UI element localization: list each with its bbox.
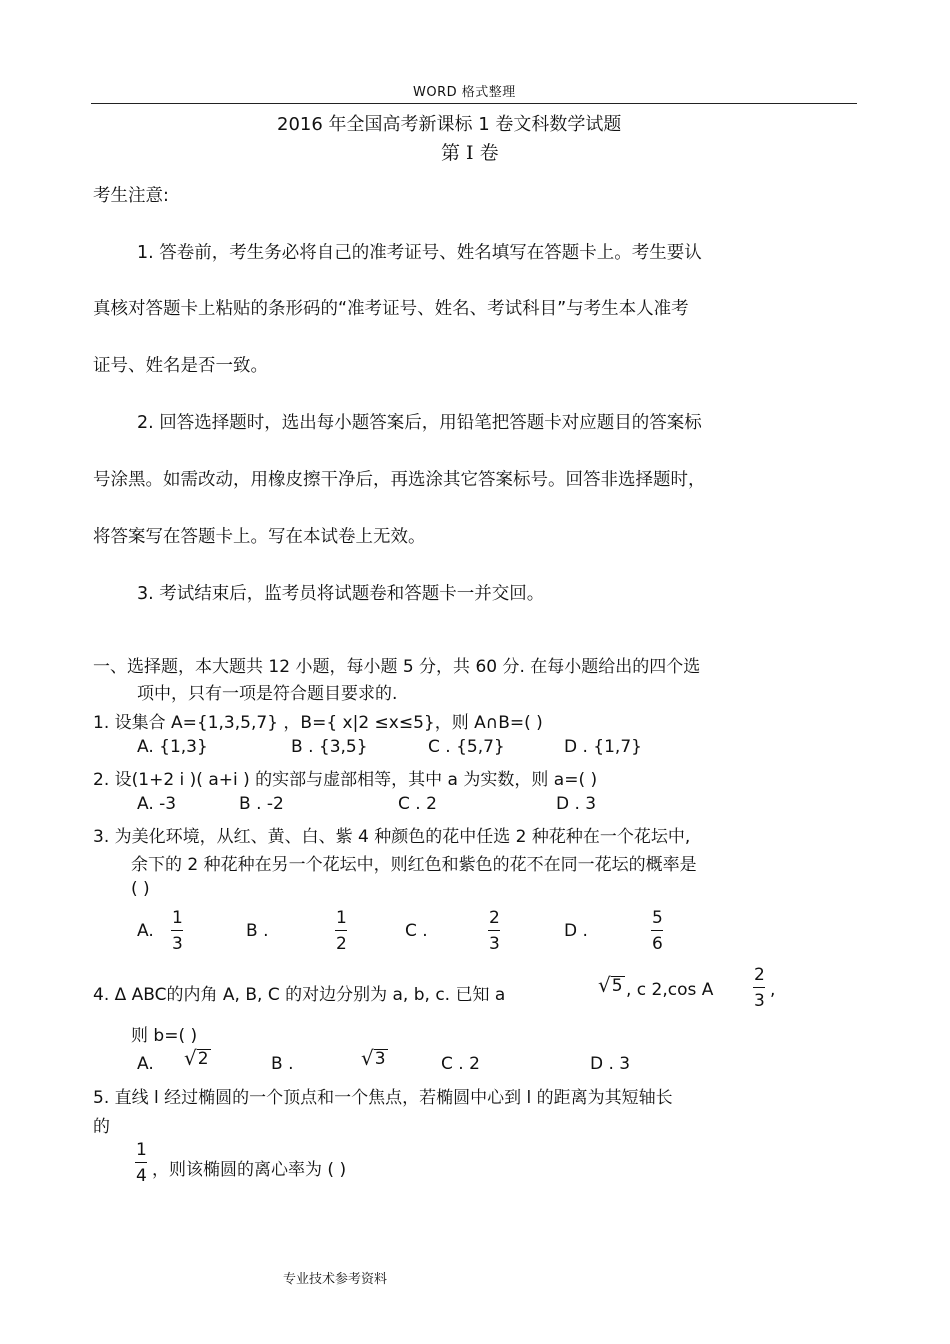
fraction-numerator: 2 [489, 908, 500, 928]
q2-option-b: B . -2 [239, 794, 284, 814]
page-footer: 专业技术参考资料 [283, 1272, 388, 1287]
fraction-denominator: 2 [336, 934, 347, 954]
header-rule [91, 103, 857, 104]
question-4-stem-mid: , c 2,cos A [626, 980, 714, 1000]
question-5-stem-cont: 的 [93, 1117, 110, 1137]
q1-option-c: C . {5,7} [428, 737, 505, 757]
page-header: WORD 格式整理 [413, 85, 516, 100]
q1-option-a: A. {1,3} [137, 737, 208, 757]
q2-option-a: A. -3 [137, 794, 177, 814]
q4-option-a-sqrt [184, 1048, 211, 1068]
notice-line: 号涂黑。如需改动，用橡皮擦干净后，再选涂其它答案标号。回答非选择题时， [93, 470, 706, 490]
q3-option-c-letter: C . [405, 921, 428, 941]
exam-title: 2016 年全国高考新课标 1 卷文科数学试题 [277, 114, 622, 135]
q2-option-d: D . 3 [556, 794, 597, 814]
question-1-stem: 1. 设集合 A={1,3,5,7} ，B={ x|2 ≤x≤5}，则 A∩B=( ) [93, 713, 543, 733]
question-5-stem: 5. 直线 l 经过椭圆的一个顶点和一个焦点，若椭圆中心到 l 的距离为其短轴长 [93, 1088, 673, 1108]
question-4-ask: 则 b=( ) [131, 1026, 198, 1046]
q4-option-c: C . 2 [441, 1054, 480, 1074]
q1-option-b: B . {3,5} [291, 737, 368, 757]
notice-line: 1. 答卷前，考生务必将自己的准考证号、姓名填写在答题卡上。考生要认 [137, 243, 702, 263]
fraction-denominator: 3 [172, 934, 183, 954]
radicand: 3 [374, 1049, 386, 1069]
notice-line: 将答案写在答题卡上。写在本试卷上无效。 [93, 527, 426, 547]
q3-option-b-fraction [334, 910, 349, 953]
q5-fraction [134, 1142, 149, 1185]
q3-option-d-fraction [650, 910, 665, 953]
question-4-stem: 4. Δ ABC的内角 A, B, C 的对边分别为 a, b, c. 已知 a [93, 985, 506, 1005]
question-2-stem: 2. 设(1+2 i )( a+i ) 的实部与虚部相等，其中 a 为实数，则 a=( ) [93, 770, 598, 790]
question-3-stem-cont: 余下的 2 种花种在另一个花坛中，则红色和紫色的花不在同一花坛的概率是 [131, 855, 697, 875]
q4-option-a-letter: A. [137, 1054, 154, 1074]
notice-line: 2. 回答选择题时，选出每小题答案后，用铅笔把答题卡对应题目的答案标 [137, 413, 702, 433]
notice-line: 3. 考试结束后，监考员将试题卷和答题卡一并交回。 [137, 584, 545, 604]
q3-option-c-fraction [487, 910, 502, 953]
fraction-numerator: 1 [336, 908, 347, 928]
q3-option-b-letter: B . [246, 921, 269, 941]
question-3-stem: 3. 为美化环境，从红、黄、白、紫 4 种颜色的花中任选 2 种花种在一个花坛中, [93, 827, 691, 847]
q1-option-d: D . {1,7} [564, 737, 642, 757]
fraction-denominator: 4 [136, 1166, 147, 1186]
q3-option-d-letter: D . [564, 921, 588, 941]
fraction-numerator: 2 [754, 965, 765, 985]
section-heading: 一、选择题，本大题共 12 小题，每小题 5 分，共 60 分. 在每小题给出的四个选 [93, 657, 701, 677]
q4-option-b-sqrt [361, 1048, 388, 1068]
q3-option-a-letter: A. [137, 921, 154, 941]
fraction-denominator: 6 [652, 934, 663, 954]
question-3-paren: ( ) [131, 879, 150, 899]
volume-title: 第 I 卷 [441, 142, 499, 164]
question-5-ask: ，则该椭圆的离心率为 ( ) [152, 1160, 347, 1180]
radicand: 5 [611, 976, 623, 996]
q2-option-c: C . 2 [398, 794, 437, 814]
notice-line: 真核对答题卡上粘贴的条形码的“准考证号、姓名、考试科目”与考生本人准考 [93, 299, 689, 319]
question-4-comma: , [770, 980, 776, 1000]
notice-heading: 考生注意: [93, 186, 169, 206]
q4-cos-fraction [752, 967, 767, 1010]
fraction-denominator: 3 [754, 991, 765, 1011]
fraction-numerator: 1 [136, 1140, 147, 1160]
fraction-denominator: 3 [489, 934, 500, 954]
section-heading-cont: 项中，只有一项是符合题目要求的. [137, 684, 398, 704]
q3-option-a-fraction [170, 910, 185, 953]
radicand: 2 [197, 1049, 209, 1069]
q4-option-d: D . 3 [590, 1054, 631, 1074]
radical-sign: √ [598, 973, 611, 997]
q4-sqrt-5 [598, 975, 625, 995]
fraction-numerator: 5 [652, 908, 663, 928]
radical-sign: √ [184, 1046, 197, 1070]
fraction-numerator: 1 [172, 908, 183, 928]
radical-sign: √ [361, 1046, 374, 1070]
notice-line: 证号、姓名是否一致。 [93, 356, 268, 376]
q4-option-b-letter: B . [271, 1054, 294, 1074]
